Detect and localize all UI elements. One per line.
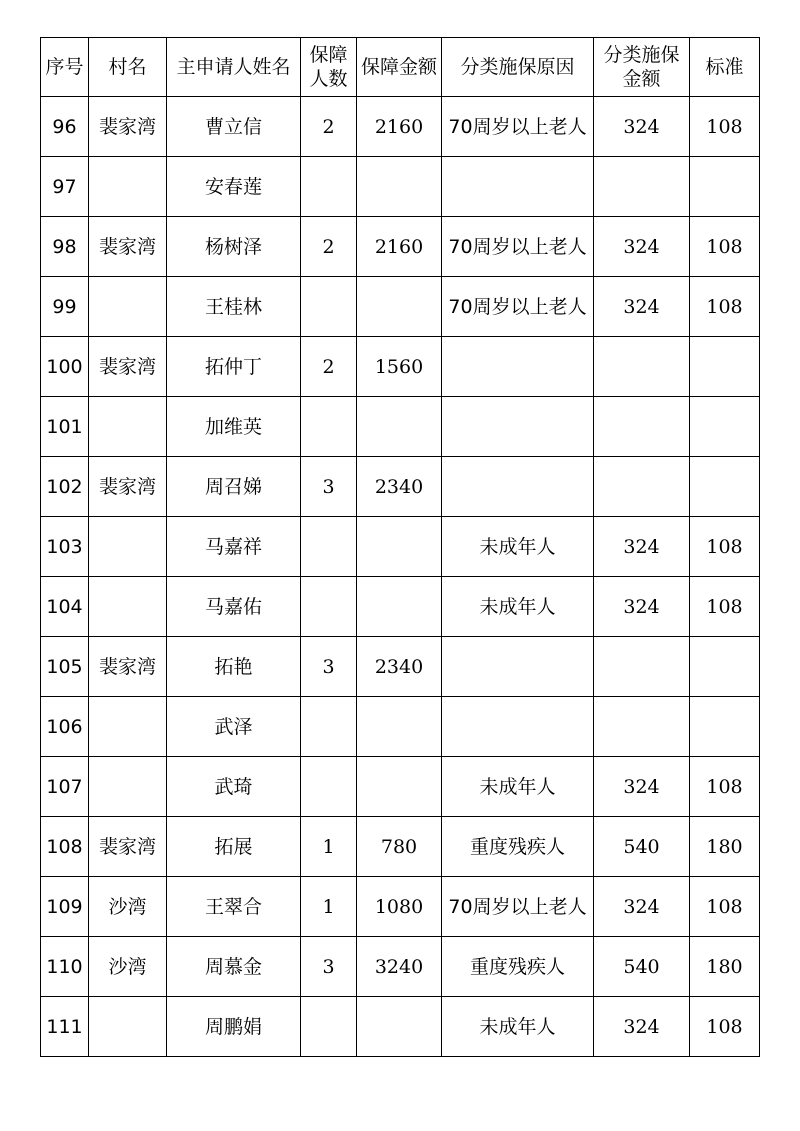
cell-applicant: 王翠合 [167,877,301,937]
table-row [41,97,760,157]
cell-standard [690,397,760,457]
cell-amount: 780 [357,817,442,877]
cell-people-count: 2 [301,337,357,397]
cell-village: 裴家湾 [89,337,167,397]
cell-amount: 2160 [357,217,442,277]
cell-category-amount [594,157,690,217]
cell-reason: 70周岁以上老人 [442,217,594,277]
cell-category-amount [594,637,690,697]
cell-people-count: 3 [301,457,357,517]
cell-applicant: 周慕金 [167,937,301,997]
header-village: 村名 [89,38,167,97]
cell-category-amount: 540 [594,937,690,997]
table-row [41,337,760,397]
cell-village: 沙湾 [89,877,167,937]
cell-amount: 1080 [357,877,442,937]
cell-people-count [301,997,357,1057]
table-row [41,697,760,757]
cell-village: 裴家湾 [89,97,167,157]
cell-people-count [301,277,357,337]
cell-category-amount [594,697,690,757]
cell-standard: 108 [690,517,760,577]
cell-applicant: 武泽 [167,697,301,757]
cell-people-count: 2 [301,217,357,277]
cell-standard: 108 [690,577,760,637]
cell-reason [442,397,594,457]
cell-applicant: 拓展 [167,817,301,877]
table-row [41,397,760,457]
cell-standard: 180 [690,937,760,997]
cell-standard: 108 [690,217,760,277]
cell-standard: 108 [690,757,760,817]
cell-category-amount: 324 [594,217,690,277]
cell-category-amount [594,337,690,397]
table-row [41,637,760,697]
cell-village [89,397,167,457]
cell-village [89,697,167,757]
header-people-count: 保障人数 [301,38,357,97]
cell-seq: 96 [41,97,89,157]
cell-reason [442,637,594,697]
cell-amount: 2160 [357,97,442,157]
cell-people-count [301,517,357,577]
cell-village: 裴家湾 [89,217,167,277]
table-row [41,877,760,937]
cell-seq: 109 [41,877,89,937]
header-row [41,38,760,97]
cell-seq: 98 [41,217,89,277]
cell-standard [690,637,760,697]
cell-standard [690,337,760,397]
table-row [41,997,760,1057]
cell-category-amount: 324 [594,877,690,937]
table-body [41,97,760,1057]
cell-seq: 104 [41,577,89,637]
cell-category-amount [594,457,690,517]
assistance-table [40,37,760,1057]
cell-standard: 108 [690,97,760,157]
cell-seq: 111 [41,997,89,1057]
cell-amount [357,997,442,1057]
cell-standard [690,697,760,757]
cell-applicant: 周鹏娟 [167,997,301,1057]
cell-seq: 106 [41,697,89,757]
cell-reason: 重度残疾人 [442,817,594,877]
cell-applicant: 马嘉祥 [167,517,301,577]
cell-people-count [301,697,357,757]
cell-seq: 108 [41,817,89,877]
cell-applicant: 杨树泽 [167,217,301,277]
cell-category-amount: 324 [594,277,690,337]
cell-people-count: 3 [301,937,357,997]
cell-seq: 110 [41,937,89,997]
cell-seq: 103 [41,517,89,577]
cell-people-count [301,397,357,457]
cell-amount [357,577,442,637]
cell-seq: 101 [41,397,89,457]
cell-amount [357,277,442,337]
cell-reason: 70周岁以上老人 [442,877,594,937]
cell-category-amount: 324 [594,517,690,577]
cell-reason: 70周岁以上老人 [442,97,594,157]
cell-reason [442,157,594,217]
cell-category-amount: 324 [594,997,690,1057]
cell-people-count: 1 [301,877,357,937]
cell-village: 裴家湾 [89,457,167,517]
cell-seq: 100 [41,337,89,397]
cell-reason: 未成年人 [442,517,594,577]
table-row [41,517,760,577]
cell-standard: 108 [690,997,760,1057]
table-row [41,817,760,877]
cell-people-count [301,577,357,637]
cell-category-amount: 324 [594,577,690,637]
cell-applicant: 拓艳 [167,637,301,697]
header-category-amount: 分类施保金额 [594,38,690,97]
cell-applicant: 拓仲丁 [167,337,301,397]
cell-village [89,757,167,817]
table-row [41,277,760,337]
cell-amount [357,757,442,817]
cell-seq: 97 [41,157,89,217]
cell-people-count: 3 [301,637,357,697]
cell-reason: 重度残疾人 [442,937,594,997]
table-row [41,457,760,517]
cell-reason [442,457,594,517]
cell-category-amount: 324 [594,757,690,817]
header-amount: 保障金额 [357,38,442,97]
cell-standard [690,457,760,517]
header-seq: 序号 [41,38,89,97]
cell-village [89,517,167,577]
cell-amount [357,697,442,757]
cell-village [89,277,167,337]
cell-amount: 1560 [357,337,442,397]
cell-people-count: 1 [301,817,357,877]
header-applicant: 主申请人姓名 [167,38,301,97]
cell-standard: 180 [690,817,760,877]
cell-applicant: 曹立信 [167,97,301,157]
cell-people-count: 2 [301,97,357,157]
cell-amount [357,397,442,457]
cell-applicant: 王桂林 [167,277,301,337]
cell-people-count [301,757,357,817]
table-row [41,157,760,217]
cell-people-count [301,157,357,217]
cell-seq: 105 [41,637,89,697]
cell-village [89,577,167,637]
cell-category-amount: 540 [594,817,690,877]
cell-applicant: 安春莲 [167,157,301,217]
cell-amount [357,517,442,577]
cell-reason [442,337,594,397]
cell-category-amount [594,397,690,457]
cell-village: 沙湾 [89,937,167,997]
table-row [41,937,760,997]
cell-reason: 70周岁以上老人 [442,277,594,337]
cell-seq: 99 [41,277,89,337]
table-row [41,577,760,637]
header-reason: 分类施保原因 [442,38,594,97]
cell-standard: 108 [690,277,760,337]
table-row [41,757,760,817]
cell-applicant: 加维英 [167,397,301,457]
cell-village: 裴家湾 [89,817,167,877]
cell-reason: 未成年人 [442,577,594,637]
cell-applicant: 周召娣 [167,457,301,517]
cell-reason [442,697,594,757]
cell-village [89,997,167,1057]
cell-applicant: 武琦 [167,757,301,817]
cell-seq: 107 [41,757,89,817]
cell-village [89,157,167,217]
cell-reason: 未成年人 [442,997,594,1057]
cell-village: 裴家湾 [89,637,167,697]
cell-category-amount: 324 [594,97,690,157]
cell-amount [357,157,442,217]
header-standard: 标准 [690,38,760,97]
cell-amount: 2340 [357,457,442,517]
cell-reason: 未成年人 [442,757,594,817]
cell-standard: 108 [690,877,760,937]
cell-applicant: 马嘉佑 [167,577,301,637]
cell-seq: 102 [41,457,89,517]
cell-amount: 2340 [357,637,442,697]
table-row [41,217,760,277]
cell-standard [690,157,760,217]
cell-amount: 3240 [357,937,442,997]
